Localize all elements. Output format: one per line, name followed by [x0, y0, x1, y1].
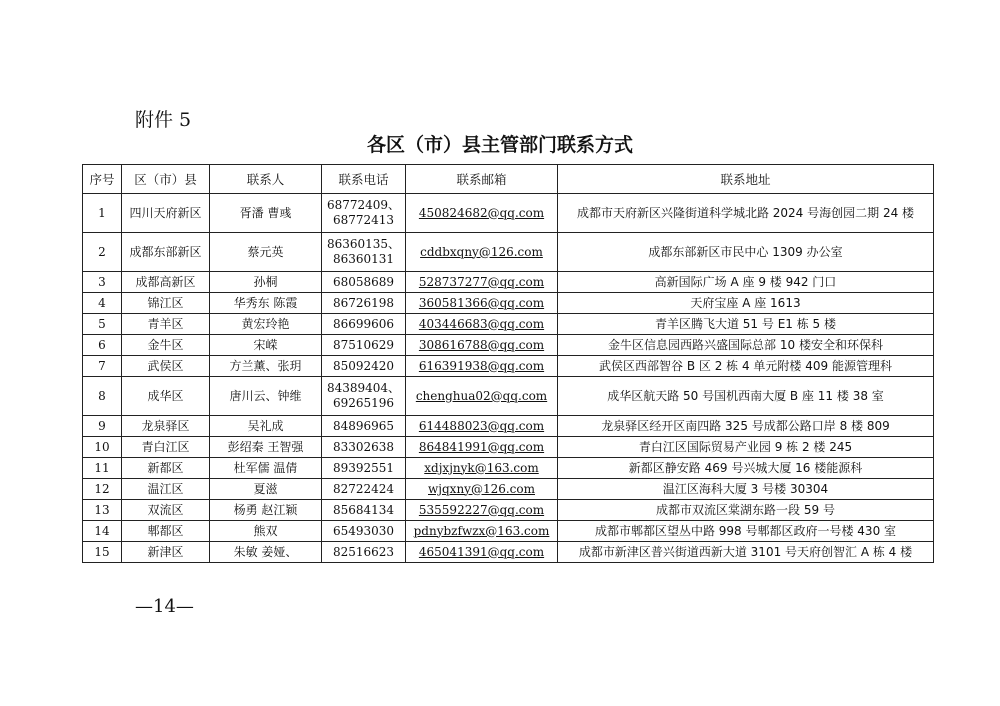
phone-line: 68058689 [332, 274, 395, 289]
row-phone [322, 335, 406, 356]
document-title: 各区（市）县主管部门联系方式 [366, 134, 633, 156]
row-contact: 胥潘 曹彧 [210, 194, 322, 233]
row-contact: 孙桐 [210, 272, 322, 293]
phone-line: 86360131 [332, 252, 395, 266]
row-phone [322, 314, 406, 335]
row-contact: 熊双 [210, 521, 322, 542]
email-link[interactable]: wjqxny@126.com [428, 481, 535, 496]
row-email [406, 194, 558, 233]
email-link[interactable]: 616391938@qq.com [418, 358, 545, 373]
row-address: 温江区海科大厦 3 号楼 30304 [558, 479, 934, 500]
email-link[interactable]: 528737277@qq.com [418, 274, 545, 289]
row-number: 7 [83, 356, 122, 377]
row-district: 新都区 [122, 458, 210, 479]
row-contact: 吴礼成 [210, 416, 322, 437]
row-email [406, 314, 558, 335]
row-email [406, 521, 558, 542]
row-district: 双流区 [122, 500, 210, 521]
table-row [83, 437, 934, 458]
email-link[interactable]: 403446683@qq.com [418, 316, 545, 331]
header-address: 联系地址 [558, 165, 934, 194]
row-contact: 杨勇 赵江颖 [210, 500, 322, 521]
phone-line: 89392551 [332, 460, 395, 475]
table-body [83, 194, 934, 563]
phone-line: 84389404、 [326, 381, 401, 395]
table-row [83, 356, 934, 377]
phone-line: 82516623 [332, 544, 395, 559]
row-number: 15 [83, 542, 122, 563]
phone-line: 87510629 [332, 337, 395, 352]
row-address: 成都市郫都区望丛中路 998 号郫都区政府一号楼 430 室 [558, 521, 934, 542]
page-number: —14— [135, 596, 194, 617]
email-link[interactable]: 450824682@qq.com [418, 205, 545, 220]
row-contact: 唐川云、钟维 [210, 377, 322, 416]
table-row [83, 314, 934, 335]
row-address: 成都东部新区市民中心 1309 办公室 [558, 233, 934, 272]
row-phone [322, 437, 406, 458]
header-phone: 联系电话 [322, 165, 406, 194]
row-phone [322, 479, 406, 500]
table-row [83, 416, 934, 437]
row-email [406, 500, 558, 521]
row-contact: 杜军儒 温倩 [210, 458, 322, 479]
phone-line: 83302638 [332, 439, 395, 454]
table-row [83, 458, 934, 479]
phone-line: 84896965 [332, 418, 395, 433]
row-district: 成华区 [122, 377, 210, 416]
row-district: 龙泉驿区 [122, 416, 210, 437]
email-link[interactable]: 465041391@qq.com [418, 544, 545, 559]
phone-line: 86699606 [332, 316, 395, 331]
table-row [83, 500, 934, 521]
email-link[interactable]: 535592227@qq.com [418, 502, 545, 517]
table-header-row [83, 165, 934, 194]
row-district: 青羊区 [122, 314, 210, 335]
table-row [83, 377, 934, 416]
row-phone [322, 233, 406, 272]
table-row [83, 335, 934, 356]
row-address: 武侯区西部智谷 B 区 2 栋 4 单元附楼 409 能源管理科 [558, 356, 934, 377]
row-contact: 朱敏 姜娅、 [210, 542, 322, 563]
row-contact: 华秀东 陈霞 [210, 293, 322, 314]
row-email [406, 416, 558, 437]
row-district: 成都高新区 [122, 272, 210, 293]
email-link[interactable]: chenghua02@qq.com [415, 388, 548, 403]
row-address: 龙泉驿区经开区南四路 325 号成都公路口岸 8 楼 809 [558, 416, 934, 437]
row-number: 14 [83, 521, 122, 542]
row-email [406, 272, 558, 293]
email-link[interactable]: xdjxjnyk@163.com [424, 460, 539, 475]
table-row [83, 272, 934, 293]
row-address: 成都市双流区棠湖东路一段 59 号 [558, 500, 934, 521]
row-contact: 夏滋 [210, 479, 322, 500]
row-number: 13 [83, 500, 122, 521]
row-phone [322, 377, 406, 416]
row-district: 新津区 [122, 542, 210, 563]
header-email: 联系邮箱 [406, 165, 558, 194]
row-contact: 宋嵘 [210, 335, 322, 356]
row-district: 青白江区 [122, 437, 210, 458]
row-number: 4 [83, 293, 122, 314]
phone-line: 85092420 [332, 358, 395, 373]
row-number: 5 [83, 314, 122, 335]
email-link[interactable]: pdnybzfwzx@163.com [413, 523, 550, 538]
row-address: 成华区航天路 50 号国机西南大厦 B 座 11 楼 38 室 [558, 377, 934, 416]
phone-line: 86360135、 [326, 237, 401, 251]
header-no: 序号 [83, 165, 122, 194]
row-email [406, 293, 558, 314]
phone-line: 65493030 [332, 523, 395, 538]
header-contact: 联系人 [210, 165, 322, 194]
row-contact: 彭绍秦 王智强 [210, 437, 322, 458]
table-row [83, 194, 934, 233]
row-address: 天府宝座 A 座 1613 [558, 293, 934, 314]
row-number: 2 [83, 233, 122, 272]
email-link[interactable]: cddbxqny@126.com [420, 244, 543, 259]
header-district: 区（市）县 [122, 165, 210, 194]
row-district: 金牛区 [122, 335, 210, 356]
table-row [83, 521, 934, 542]
contact-table [82, 164, 934, 563]
row-phone [322, 500, 406, 521]
row-email [406, 233, 558, 272]
phone-line: 68772413 [332, 213, 395, 227]
row-phone [322, 458, 406, 479]
row-district: 成都东部新区 [122, 233, 210, 272]
row-email [406, 356, 558, 377]
row-district: 锦江区 [122, 293, 210, 314]
row-address: 成都市新津区普兴街道西新大道 3101 号天府创智汇 A 栋 4 楼 [558, 542, 934, 563]
table-row [83, 293, 934, 314]
row-district: 武侯区 [122, 356, 210, 377]
row-district: 郫都区 [122, 521, 210, 542]
row-phone [322, 272, 406, 293]
row-address: 新都区静安路 469 号兴城大厦 16 楼能源科 [558, 458, 934, 479]
row-contact: 黄宏玲艳 [210, 314, 322, 335]
row-number: 6 [83, 335, 122, 356]
annex-label: 附件 5 [135, 109, 192, 131]
row-phone [322, 542, 406, 563]
email-link[interactable]: 360581366@qq.com [418, 295, 545, 310]
row-address: 金牛区信息园西路兴盛国际总部 10 楼安全和环保科 [558, 335, 934, 356]
row-phone [322, 194, 406, 233]
row-address: 成都市天府新区兴隆街道科学城北路 2024 号海创园二期 24 楼 [558, 194, 934, 233]
row-email [406, 437, 558, 458]
row-contact: 蔡元英 [210, 233, 322, 272]
row-address: 青白江区国际贸易产业园 9 栋 2 楼 245 [558, 437, 934, 458]
phone-line: 69265196 [332, 396, 395, 410]
row-phone [322, 293, 406, 314]
phone-line: 86726198 [332, 295, 395, 310]
row-email [406, 377, 558, 416]
row-email [406, 479, 558, 500]
email-link[interactable]: 614488023@qq.com [418, 418, 545, 433]
row-email [406, 542, 558, 563]
row-email [406, 458, 558, 479]
row-district: 四川天府新区 [122, 194, 210, 233]
row-number: 12 [83, 479, 122, 500]
row-number: 9 [83, 416, 122, 437]
phone-line: 82722424 [332, 481, 395, 496]
row-number: 10 [83, 437, 122, 458]
table-row [83, 479, 934, 500]
email-link[interactable]: 864841991@qq.com [418, 439, 545, 454]
row-number: 8 [83, 377, 122, 416]
phone-line: 68772409、 [326, 198, 401, 212]
phone-line: 85684134 [332, 502, 395, 517]
email-link[interactable]: 308616788@qq.com [418, 337, 545, 352]
row-email [406, 335, 558, 356]
row-number: 11 [83, 458, 122, 479]
row-number: 1 [83, 194, 122, 233]
table-row [83, 542, 934, 563]
row-phone [322, 521, 406, 542]
table-row [83, 233, 934, 272]
row-address: 青羊区腾飞大道 51 号 E1 栋 5 楼 [558, 314, 934, 335]
row-phone [322, 416, 406, 437]
row-number: 3 [83, 272, 122, 293]
row-contact: 方兰薰、张玥 [210, 356, 322, 377]
row-phone [322, 356, 406, 377]
row-address: 高新国际广场 A 座 9 楼 942 门口 [558, 272, 934, 293]
row-district: 温江区 [122, 479, 210, 500]
